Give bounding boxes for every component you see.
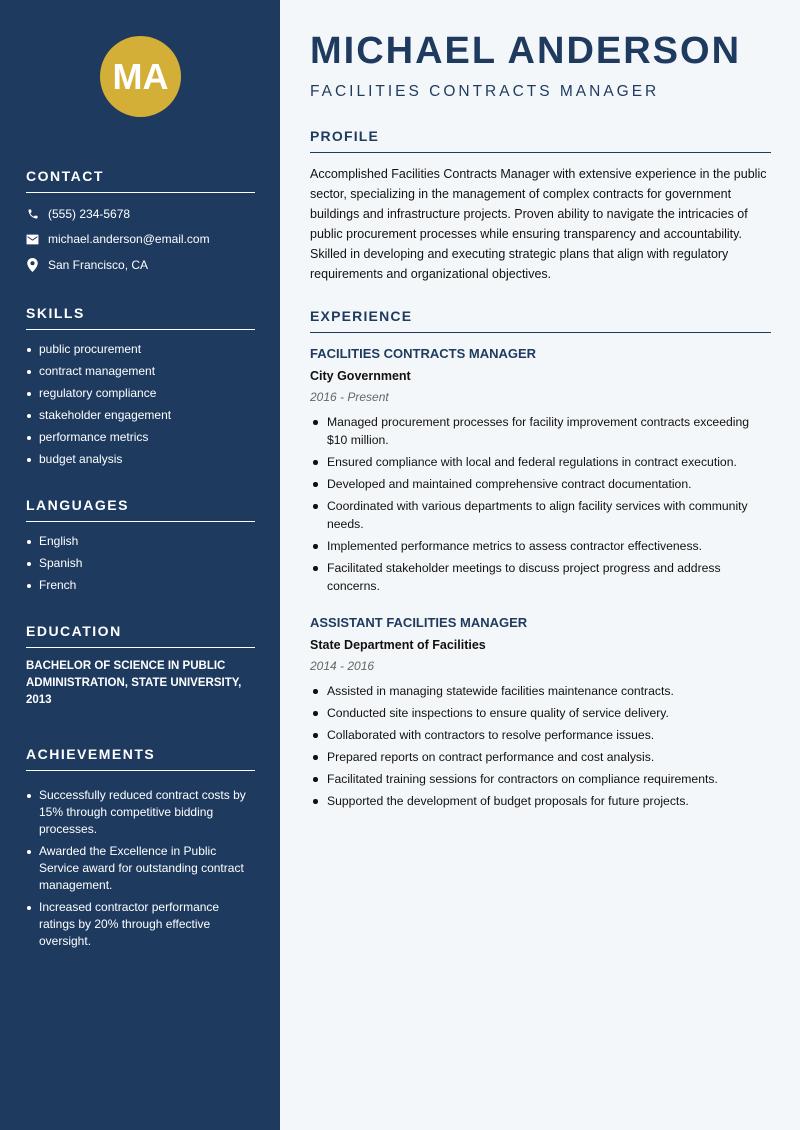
skill-item: stakeholder engagement bbox=[26, 407, 255, 424]
email-icon bbox=[26, 233, 39, 246]
languages-section bbox=[26, 497, 255, 599]
profile-text: Accomplished Facilities Contracts Manager with extensive experience in the public sector, specializing in the management of complex contracts for government buildings and infrastructure projects. Proven ability to navigate the intricacies of public procurement processes while ensuring transparency and accountability. Skilled in developing and executing strategic plans that align with regulatory requirements and organizational objectives. bbox=[310, 167, 767, 281]
sidebar bbox=[0, 0, 280, 1130]
skill-item: contract management bbox=[26, 363, 255, 380]
languages-list bbox=[26, 533, 255, 594]
job-bullet: Conducted site inspections to ensure quality of service delivery. bbox=[310, 704, 771, 722]
languages-heading: LANGUAGES bbox=[26, 497, 255, 522]
contact-email-text: michael.anderson@email.com bbox=[48, 232, 210, 247]
job-dates: 2016 - Present bbox=[310, 390, 389, 404]
language-item: English bbox=[26, 533, 255, 550]
skill-item: regulatory compliance bbox=[26, 385, 255, 402]
job-entry bbox=[310, 345, 771, 599]
job-dates: 2014 - 2016 bbox=[310, 659, 375, 673]
profile-heading: PROFILE bbox=[310, 128, 771, 153]
job-bullet: Implemented performance metrics to assess contractor effectiveness. bbox=[310, 537, 771, 555]
achievement-item: Increased contractor performance ratings by 20% through effective oversight. bbox=[26, 899, 255, 950]
achievement-item: Successfully reduced contract costs by 15% through competitive bidding processes. bbox=[26, 787, 255, 838]
job-bullet: Ensured compliance with local and federal regulations in contract execution. bbox=[310, 453, 771, 471]
achievements-heading: ACHIEVEMENTS bbox=[26, 746, 255, 771]
skills-list bbox=[26, 341, 255, 468]
contact-phone bbox=[26, 201, 255, 227]
contact-location bbox=[26, 252, 255, 278]
job-bullet: Prepared reports on contract performance and cost analysis. bbox=[310, 748, 771, 766]
job-title: ASSISTANT FACILITIES MANAGER bbox=[310, 615, 528, 630]
education-degree: BACHELOR OF SCIENCE IN PUBLIC ADMINISTRATION, STATE UNIVERSITY, 2013 bbox=[26, 660, 242, 706]
contact-location-text: San Francisco, CA bbox=[48, 257, 149, 272]
location-pin-icon bbox=[26, 258, 39, 271]
contact-phone-text: (555) 234-5678 bbox=[48, 206, 131, 221]
job-bullet: Managed procurement processes for facility improvement contracts exceeding $10 million. bbox=[310, 413, 771, 449]
avatar-initials: MA bbox=[100, 36, 181, 117]
phone-icon bbox=[26, 207, 39, 220]
skill-item: public procurement bbox=[26, 341, 255, 358]
candidate-role: FACILITIES CONTRACTS MANAGER bbox=[310, 83, 660, 100]
job-bullet: Coordinated with various departments to align facility services with community needs. bbox=[310, 497, 771, 533]
skill-item: performance metrics bbox=[26, 429, 255, 446]
job-bullet: Supported the development of budget proposals for future projects. bbox=[310, 792, 771, 810]
job-bullet: Assisted in managing statewide facilities maintenance contracts. bbox=[310, 682, 771, 700]
job-title: FACILITIES CONTRACTS MANAGER bbox=[310, 346, 537, 361]
skills-section bbox=[26, 305, 255, 473]
job-bullet-list bbox=[310, 413, 771, 595]
language-item: Spanish bbox=[26, 555, 255, 572]
job-bullet: Collaborated with contractors to resolve performance issues. bbox=[310, 726, 771, 744]
job-company: City Government bbox=[310, 369, 411, 383]
experience-heading: EXPERIENCE bbox=[310, 308, 771, 333]
achievement-item: Awarded the Excellence in Public Service award for outstanding contract management. bbox=[26, 843, 255, 894]
skill-item: budget analysis bbox=[26, 451, 255, 468]
skills-heading: SKILLS bbox=[26, 305, 255, 330]
candidate-name: MICHAEL ANDERSON bbox=[310, 30, 742, 72]
job-bullet: Facilitated stakeholder meetings to discuss project progress and address concerns. bbox=[310, 559, 771, 595]
job-bullet: Facilitated training sessions for contractors on compliance requirements. bbox=[310, 770, 771, 788]
job-company: State Department of Facilities bbox=[310, 638, 486, 652]
language-item: French bbox=[26, 577, 255, 594]
education-heading: EDUCATION bbox=[26, 623, 255, 648]
education-section bbox=[26, 623, 255, 709]
job-bullet: Developed and maintained comprehensive contract documentation. bbox=[310, 475, 771, 493]
achievements-section bbox=[26, 746, 255, 955]
contact-heading: CONTACT bbox=[26, 168, 255, 193]
contact-email bbox=[26, 227, 255, 253]
contact-section bbox=[26, 168, 255, 278]
achievements-list bbox=[26, 787, 255, 950]
job-bullet-list bbox=[310, 682, 771, 810]
job-entry bbox=[310, 614, 771, 814]
